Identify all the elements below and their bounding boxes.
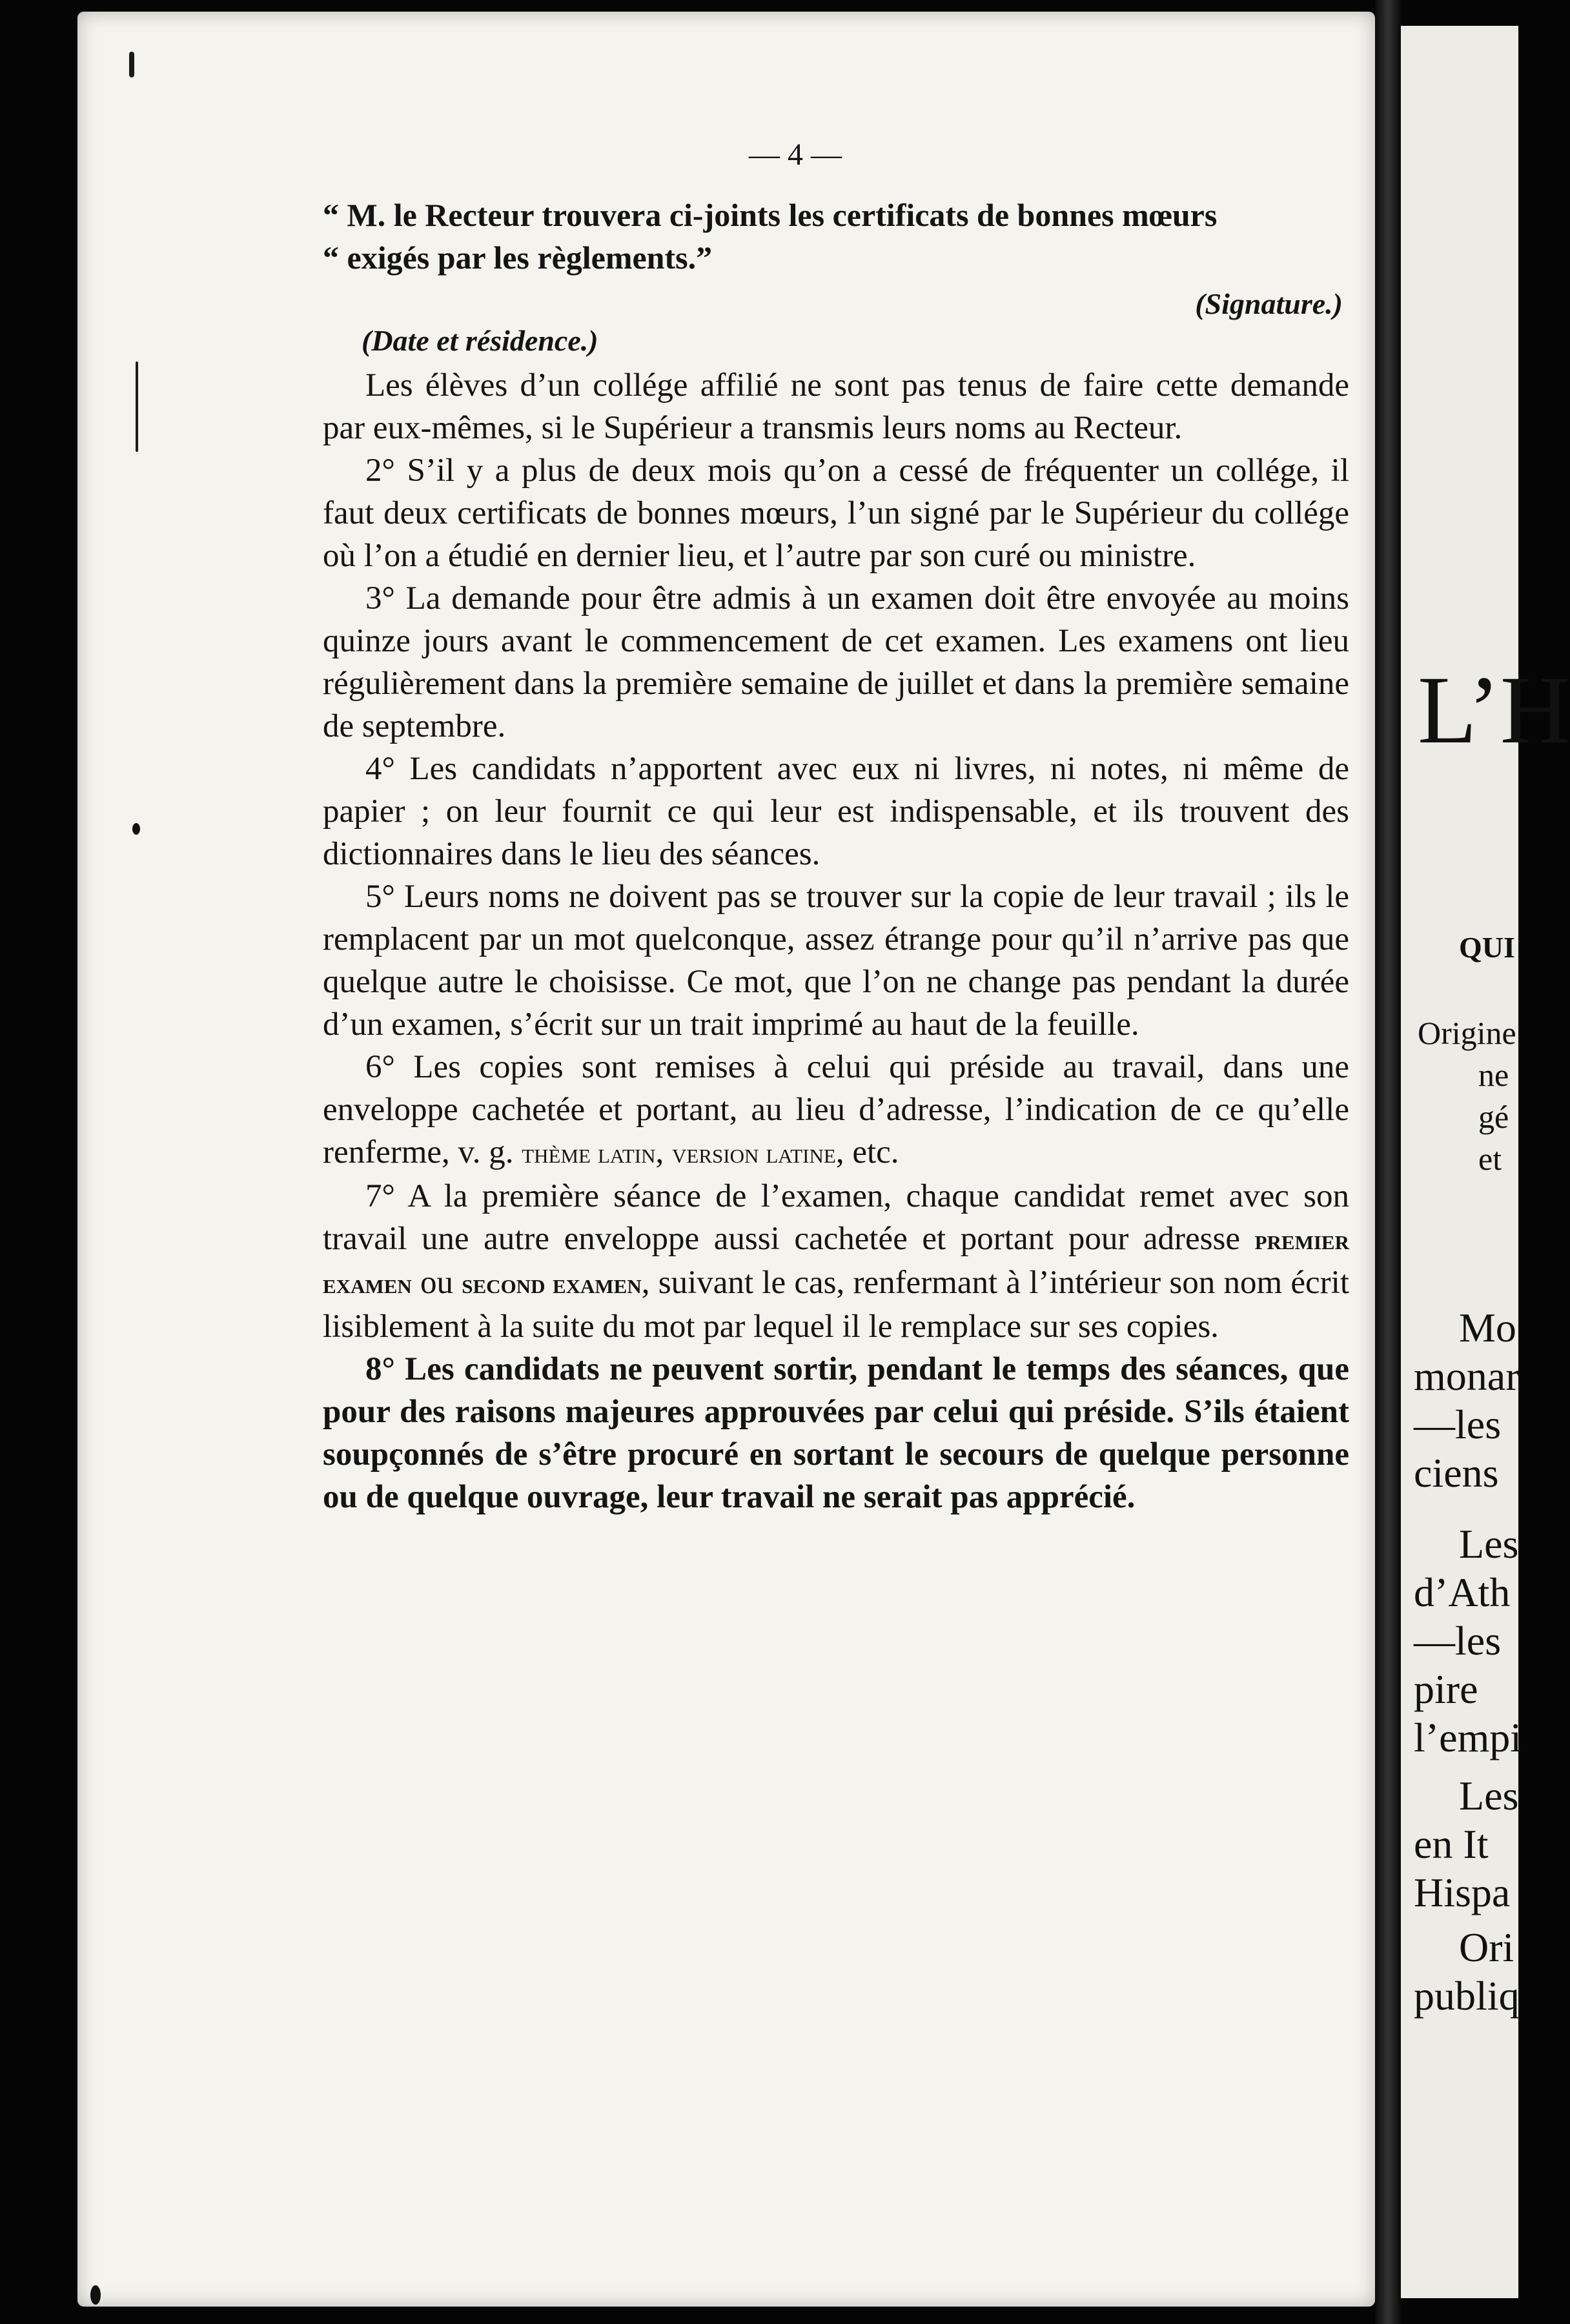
page-number: — 4 —	[749, 138, 842, 172]
margin-mark	[129, 52, 134, 77]
right-fragment: QUI	[1459, 931, 1515, 964]
right-page	[1401, 26, 1570, 2298]
premier-examen-label: premier examen	[323, 1224, 1349, 1300]
right-fragment: en It	[1414, 1821, 1489, 1867]
version-latine-label: version latine	[672, 1137, 836, 1169]
right-fragment: Les	[1459, 1521, 1519, 1567]
right-fragment: pire	[1414, 1666, 1478, 1712]
right-fragment: et	[1478, 1141, 1502, 1177]
right-fragment: Mo	[1459, 1305, 1516, 1351]
paragraph-6-sep: ,	[655, 1134, 673, 1170]
right-fragment: —les	[1414, 1618, 1502, 1664]
margin-speck	[132, 823, 140, 835]
page-body	[323, 136, 1349, 1518]
theme-latin-label: thème latin	[522, 1137, 656, 1169]
book-binding	[1375, 0, 1401, 2324]
paragraph-7-end: , suivant le cas, renfermant à l’intérieur son nom écrit lisiblement à la suite du mot par lequel il le remplace sur ses copies.	[323, 1265, 1350, 1345]
paragraph-5: 5° Leurs noms ne doivent pas se trouver sur la copie de leur travail ; ils le remplacent par un mot quelconque, assez étrange pour qu’il n’arrive pas que quelque autre le choisisse. Ce mot, que l’on ne change pas pendant la durée d’un examen, s’écrit sur un trait imprimé au haut de la feuille.	[323, 879, 1349, 1043]
right-fragment: ciens	[1414, 1450, 1499, 1496]
paragraph-7	[323, 1175, 1349, 1348]
right-fragment: Ori	[1459, 1924, 1514, 1970]
signature-row	[323, 279, 1349, 321]
right-fragment: gé	[1478, 1099, 1509, 1135]
margin-speck	[90, 2285, 101, 2305]
paragraph-3: 3° La demande pour être admis à un examen doit être envoyée au moins quinze jours avant le commencement de cet examen. Les examens ont lieu régulièrement dans la première semaine de juillet et dans la première semaine de septembre.	[323, 580, 1349, 744]
quote-line-1: “ M. le Recteur trouvera ci-joints les certificats de bonnes mœurs	[323, 197, 1218, 233]
quote-line-2: “ exigés par les règlements.”	[323, 240, 713, 276]
paragraph-2: 2° S’il y a plus de deux mois qu’on a cessé de fréquenter un collége, il faut deux certificats de bonnes mœurs, l’un signé par le Supérieur du collége où l’on a étudié en dernier lieu, et l’autre par son curé ou ministre.	[323, 453, 1349, 574]
paragraph-intro: Les élèves d’un collége affilié ne sont pas tenus de faire cette demande par eux-mêmes, si le Supérieur a transmis leurs noms au Recteur.	[323, 367, 1349, 446]
right-fragment: ne	[1478, 1057, 1509, 1093]
right-fragment: monar	[1414, 1353, 1520, 1399]
date-residence-placeholder: (Date et résidence.)	[362, 324, 598, 357]
margin-mark	[136, 362, 138, 452]
right-fragment: l’empi	[1414, 1715, 1522, 1760]
right-fragment: d’Ath	[1414, 1569, 1511, 1615]
paragraph-6	[323, 1046, 1349, 1175]
right-fragment: Origine	[1418, 1015, 1516, 1051]
paragraph-4: 4° Les candidats n’apportent avec eux ni livres, ni notes, ni même de papier ; on leur fournit ce qui leur est indispensable, et ils trouvent des dictionnaires dans le lieu des séances.	[323, 751, 1349, 872]
paragraph-7-sep: ou	[411, 1265, 462, 1301]
right-fragment: publiq	[1414, 1973, 1520, 2019]
second-examen-label: second examen	[462, 1268, 642, 1300]
right-fragment: Les	[1459, 1773, 1519, 1819]
paragraph-6-text: 6° Les copies sont remises à celui qui préside au travail, dans une enveloppe cachetée et portant, au lieu d’adresse, l’indication de ce qu’elle renferme, v. g.	[323, 1049, 1349, 1170]
paragraph-8: 8° Les candidats ne peuvent sortir, pendant le temps des séances, que pour des raisons majeures approuvées par celui qui préside. S’ils étaient soupçonnés de s’être procuré en sortant le secours de quelque personne ou de quelque ouvrage, leur travail ne serait pas apprécié.	[323, 1351, 1349, 1515]
right-heading: L’H	[1418, 657, 1570, 764]
right-fragment: —les	[1414, 1402, 1502, 1447]
paragraph-6-end: , etc.	[835, 1134, 899, 1170]
signature-placeholder: (Signature.)	[1195, 287, 1343, 320]
right-fragment: Hispa	[1414, 1870, 1511, 1915]
paragraph-7-text: 7° A la première séance de l’examen, chaque candidat remet avec son travail une autre enveloppe aussi cachetée et portant pour adresse	[323, 1178, 1349, 1257]
